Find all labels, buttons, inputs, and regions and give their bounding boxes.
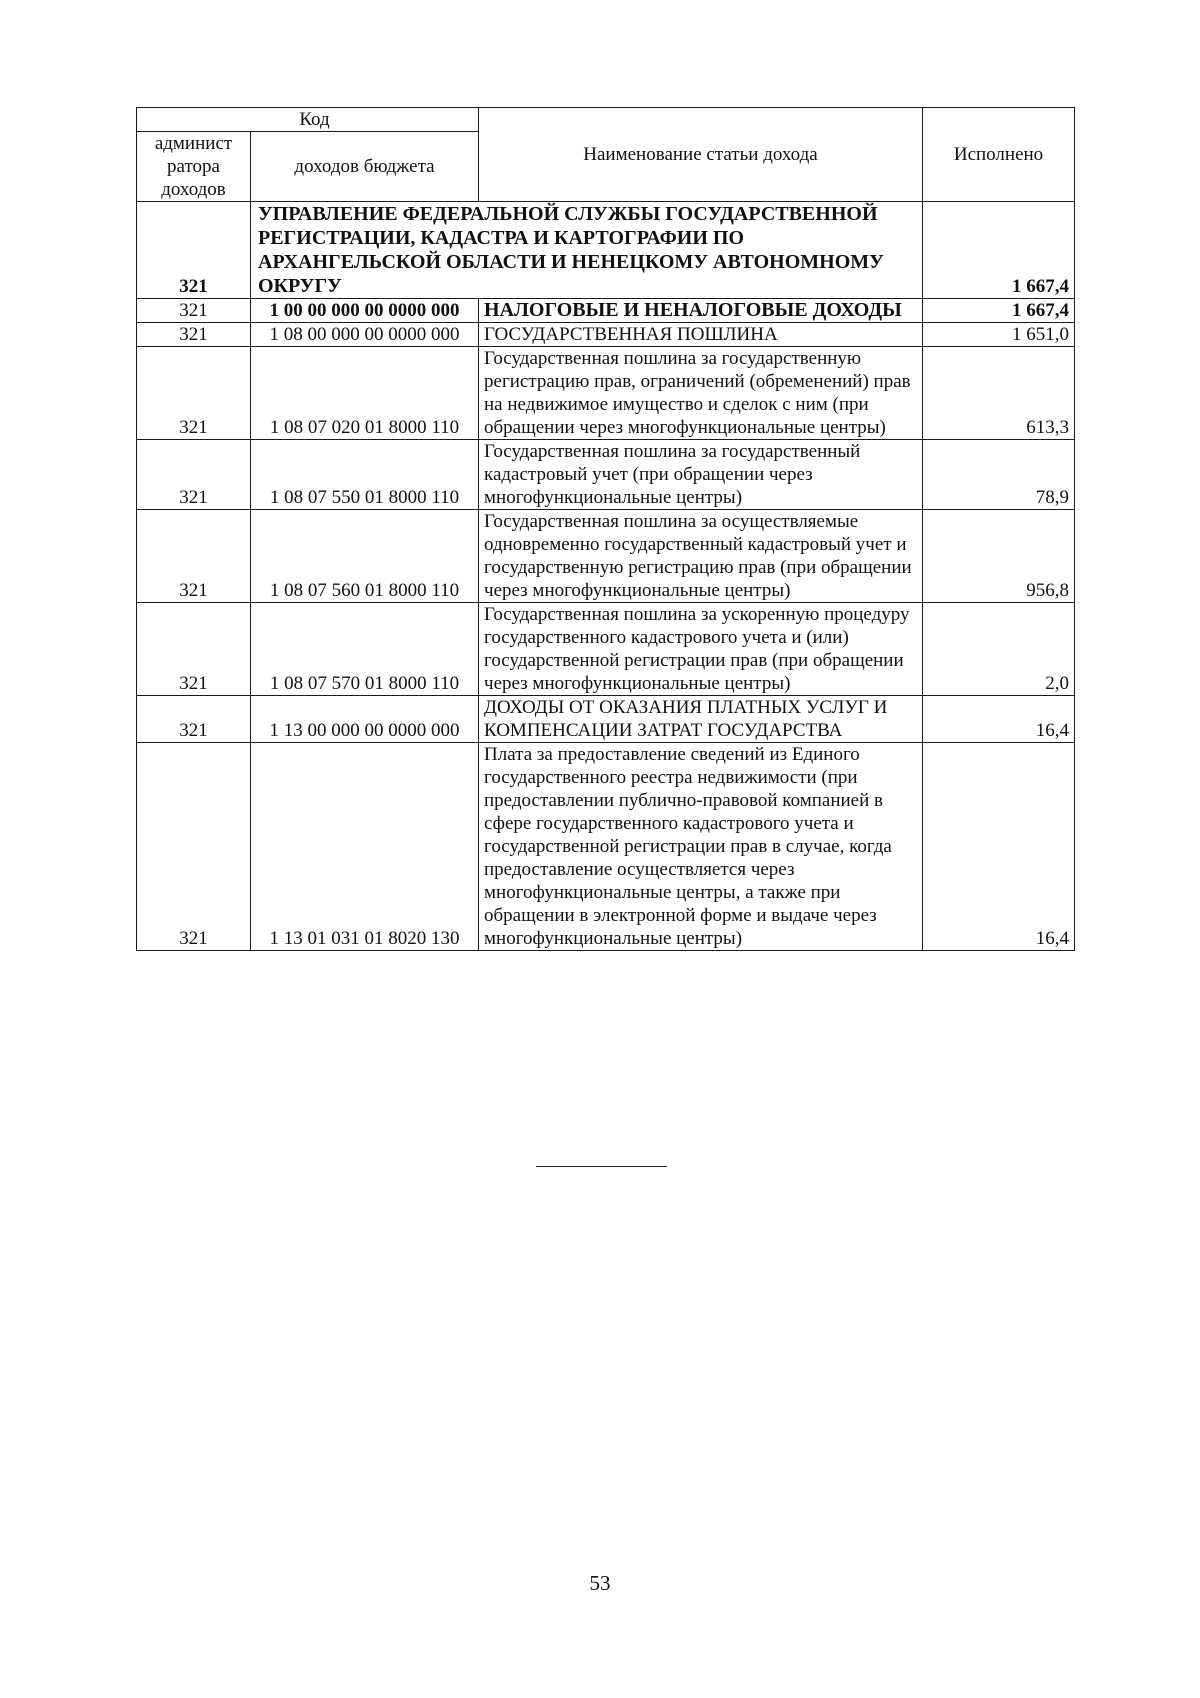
row-code: 1 08 00 000 00 0000 000 <box>251 323 479 347</box>
agency-admin: 321 <box>137 202 251 299</box>
row-code: 1 08 07 020 01 8000 110 <box>251 347 479 440</box>
row-code: 1 13 01 031 01 8020 130 <box>251 743 479 951</box>
row-admin: 321 <box>137 323 251 347</box>
row-code: 1 08 07 570 01 8000 110 <box>251 603 479 696</box>
row-name: Плата за предоставление сведений из Единого государственного реестра недвижимости (при предоставлении публично-правовой компанией в сфере государственного кадастрового учета и государственной регистрации прав в случае, когда предоставление осуществляется через многофункциональные центры, а также при обращении в электронной форме и выдаче через многофункциональные центры) <box>479 743 923 951</box>
table-row <box>137 347 1075 440</box>
agency-sum: 1 667,4 <box>923 202 1075 299</box>
header-name: Наименование статьи дохода <box>479 108 923 202</box>
row-sum: 613,3 <box>923 347 1075 440</box>
row-admin: 321 <box>137 347 251 440</box>
row-sum: 78,9 <box>923 440 1075 510</box>
row-admin: 321 <box>137 299 251 323</box>
row-sum: 16,4 <box>923 696 1075 743</box>
table-row <box>137 603 1075 696</box>
separator-line <box>536 1166 667 1167</box>
revenue-table <box>136 107 1075 951</box>
row-code: 1 08 07 560 01 8000 110 <box>251 510 479 603</box>
row-sum: 1 651,0 <box>923 323 1075 347</box>
row-admin: 321 <box>137 440 251 510</box>
page-number: 53 <box>589 1571 611 1595</box>
row-admin: 321 <box>137 743 251 951</box>
row-name: ДОХОДЫ ОТ ОКАЗАНИЯ ПЛАТНЫХ УСЛУГ И КОМПЕНСАЦИИ ЗАТРАТ ГОСУДАРСТВА <box>479 696 923 743</box>
header-admin-line: ратора <box>167 156 220 177</box>
row-name: Государственная пошлина за ускоренную процедуру государственного кадастрового учета и (или) государственной регистрации прав (при обращении через многофункциональные центры) <box>479 603 923 696</box>
table-row <box>137 510 1075 603</box>
table-row <box>137 743 1075 951</box>
row-sum: 16,4 <box>923 743 1075 951</box>
row-code: 1 08 07 550 01 8000 110 <box>251 440 479 510</box>
agency-name: УПРАВЛЕНИЕ ФЕДЕРАЛЬНОЙ СЛУЖБЫ ГОСУДАРСТВЕННОЙ РЕГИСТРАЦИИ, КАДАСТРА И КАРТОГРАФИИ ПО АРХАНГЕЛЬСКОЙ ОБЛАСТИ И НЕНЕЦКОМУ АВТОНОМНОМУ ОКРУГУ <box>251 202 923 299</box>
header-admin <box>137 132 251 202</box>
header-kod: Код <box>137 108 479 132</box>
table-row <box>137 323 1075 347</box>
row-name: ГОСУДАРСТВЕННАЯ ПОШЛИНА <box>479 323 923 347</box>
table-row <box>137 696 1075 743</box>
row-name: Государственная пошлина за государственную регистрацию прав, ограничений (обременений) прав на недвижимое имущество и сделок с ним (при обращении через многофункциональные центры) <box>479 347 923 440</box>
header-sum: Исполнено <box>923 108 1075 202</box>
row-name: Государственная пошлина за государственный кадастровый учет (при обращении через многофункциональные центры) <box>479 440 923 510</box>
row-admin: 321 <box>137 603 251 696</box>
row-code: 1 00 00 000 00 0000 000 <box>251 299 479 323</box>
header-admin-line: доходов <box>161 179 226 200</box>
agency-row <box>137 202 1075 299</box>
row-name: НАЛОГОВЫЕ И НЕНАЛОГОВЫЕ ДОХОДЫ <box>479 299 923 323</box>
header-budget: доходов бюджета <box>251 132 479 202</box>
row-admin: 321 <box>137 696 251 743</box>
header-row-top <box>137 108 1075 132</box>
table-row <box>137 299 1075 323</box>
row-name: Государственная пошлина за осуществляемые одновременно государственный кадастровый учет и государственную регистрацию прав (при обращении через многофункциональные центры) <box>479 510 923 603</box>
table-row <box>137 440 1075 510</box>
row-sum: 2,0 <box>923 603 1075 696</box>
row-admin: 321 <box>137 510 251 603</box>
row-code: 1 13 00 000 00 0000 000 <box>251 696 479 743</box>
header-admin-line: админист <box>154 133 233 154</box>
row-sum: 1 667,4 <box>923 299 1075 323</box>
row-sum: 956,8 <box>923 510 1075 603</box>
